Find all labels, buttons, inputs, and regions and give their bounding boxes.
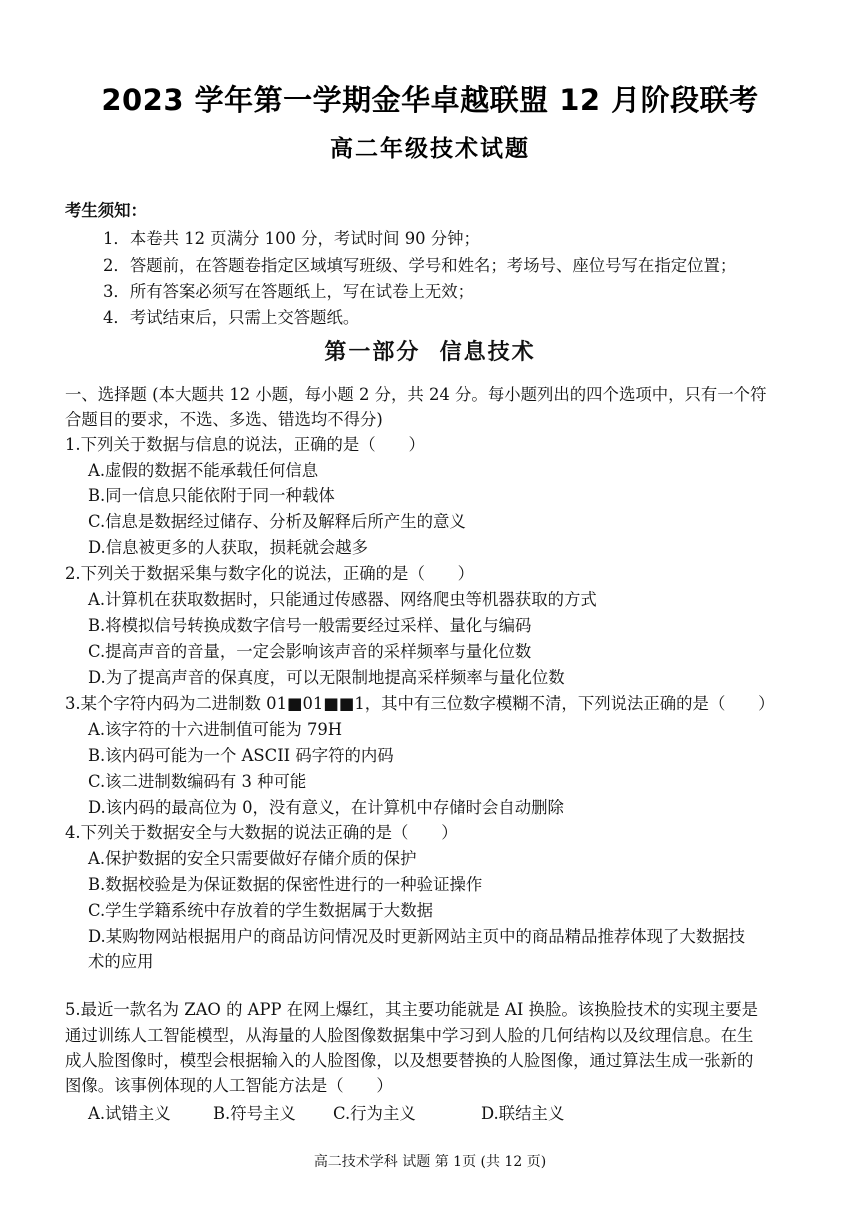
question-3-option-b: B.该内码可能为一个 ASCII 码字符的内码 <box>88 746 394 765</box>
notice-heading: 考生须知： <box>65 201 147 220</box>
question-4-option-d-continued: 术的应用 <box>88 952 154 971</box>
question-5-choices <box>88 1102 788 1126</box>
notice-item-1: 1．本卷共 12 页满分 100 分，考试时间 90 分钟； <box>103 229 480 248</box>
question-2-option-b: B.将模拟信号转换成数字信号一般需要经过采样、量化与编码 <box>88 616 532 635</box>
question-5-stem-line-2: 通过训练人工智能模型，从海量的人脸图像数据集中学习到人脸的几何结构以及纹理信息。在生 <box>65 1026 754 1045</box>
question-3-option-a: A.该字符的十六进制值可能为 79H <box>88 720 343 739</box>
section-title: 第一部分 信息技术 <box>324 340 536 365</box>
question-3-option-c: C.该二进制数编码有 3 种可能 <box>88 772 307 791</box>
question-3-option-d: D.该内码的最高位为 0，没有意义，在计算机中存储时会自动删除 <box>88 798 564 817</box>
question-3-stem: 3.某个字符内码为二进制数 01■01■■1，其中有三位数字模糊不清，下列说法正确的是（ ） <box>65 694 775 713</box>
question-1-stem: 1.下列关于数据与信息的说法，正确的是（ ） <box>65 435 425 454</box>
question-2-option-d: D.为了提高声音的保真度，可以无限制地提高采样频率与量化位数 <box>88 668 565 687</box>
question-5-stem-line-4: 图像。该事例体现的人工智能方法是（ ） <box>65 1076 393 1095</box>
part-intro-line-2: 合题目的要求，不选、多选、错选均不得分) <box>65 410 383 429</box>
question-4-stem: 4.下列关于数据安全与大数据的说法正确的是（ ） <box>65 823 458 842</box>
question-4-option-b: B.数据校验是为保证数据的保密性进行的一种验证操作 <box>88 875 483 894</box>
notice-item-4: 4．考试结束后，只需上交答题纸。 <box>103 308 360 327</box>
question-4-option-d: D.某购物网站根据用户的商品访问情况及时更新网站主页中的商品精品推荐体现了大数据技 <box>88 927 745 946</box>
question-2-stem: 2.下列关于数据采集与数字化的说法，正确的是（ ） <box>65 564 475 583</box>
question-2-option-a: A.计算机在获取数据时，只能通过传感器、网络爬虫等机器获取的方式 <box>88 590 597 609</box>
question-1-option-b: B.同一信息只能依附于同一种载体 <box>88 486 335 505</box>
question-1-option-d: D.信息被更多的人获取，损耗就会越多 <box>88 538 369 557</box>
question-5-choice-c: C.行为主义 <box>333 1104 416 1123</box>
question-1-option-c: C.信息是数据经过储存、分析及解释后所产生的意义 <box>88 512 466 531</box>
notice-item-3: 3．所有答案必须写在答题纸上，写在试卷上无效； <box>103 282 475 301</box>
question-4-option-c: C.学生学籍系统中存放着的学生数据属于大数据 <box>88 901 433 920</box>
question-5-choice-d: D.联结主义 <box>481 1104 565 1123</box>
question-5-stem-line-1: 5.最近一款名为 ZAO 的 APP 在网上爆红，其主要功能就是 AI 换脸。该换脸技术的实现主要是 <box>65 1000 759 1019</box>
page-footer: 高二技术学科 试题 第 1页 (共 12 页) <box>313 1154 547 1170</box>
question-2-option-c: C.提高声音的音量，一定会影响该声音的采样频率与量化位数 <box>88 642 532 661</box>
question-4-option-a: A.保护数据的安全只需要做好存储介质的保护 <box>88 849 417 868</box>
part-intro-line-1: 一、选择题 (本大题共 12 小题，每小题 2 分，共 24 分。每小题列出的四个选项中，只有一个符 <box>65 385 767 404</box>
question-5-choice-a: A.试错主义 <box>88 1104 171 1123</box>
exam-title: 2023 学年第一学期金华卓越联盟 12 月阶段联考 <box>101 83 759 117</box>
notice-item-2: 2．答题前，在答题卷指定区域填写班级、学号和姓名；考场号、座位号写在指定位置； <box>103 256 737 275</box>
exam-subtitle: 高二年级技术试题 <box>330 136 530 162</box>
question-1-option-a: A.虚假的数据不能承载任何信息 <box>88 461 319 480</box>
question-5-choice-b: B.符号主义 <box>213 1104 296 1123</box>
question-5-stem-line-3: 成人脸图像时，模型会根据输入的人脸图像，以及想要替换的人脸图像，通过算法生成一张新的 <box>65 1051 754 1070</box>
